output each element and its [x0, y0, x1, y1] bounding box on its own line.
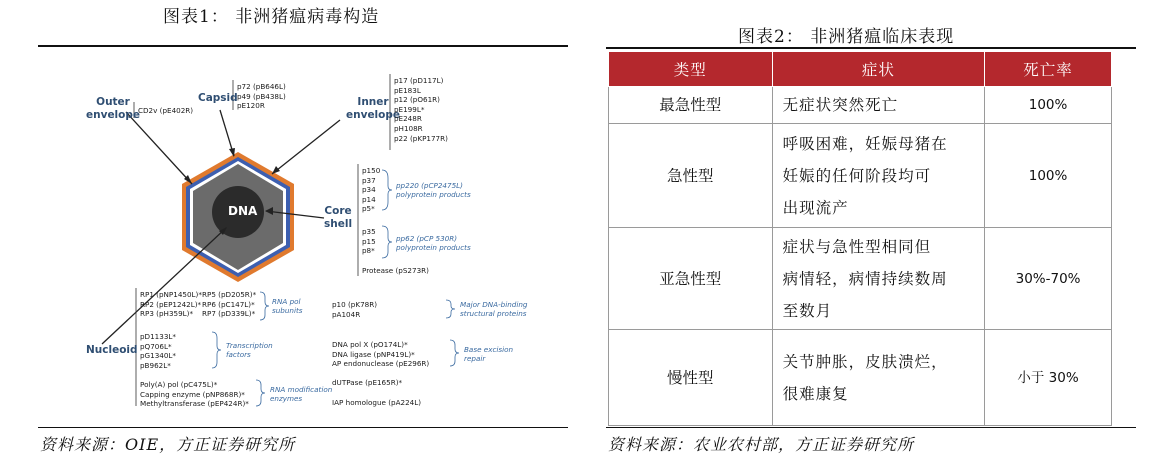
type-cell: 慢性型 — [609, 330, 773, 426]
nucleoid-rna-pol-b: RP5 (pD205R)* RP6 (pC147L)* RP7 (pD339L)* — [202, 290, 257, 319]
table-row — [609, 228, 1112, 330]
figure2-bottom-rule — [606, 427, 1136, 428]
symptom-cell — [772, 87, 985, 124]
table-header-row — [609, 52, 1112, 87]
symptom-line: 关节肿胀，皮肤溃烂， — [782, 352, 948, 371]
nucleoid-base-excision: DNA pol X (pO174L)* DNA ligase (pNP419L)* AP endonuclease (pE296R) — [332, 340, 430, 369]
header-type: 类型 — [609, 52, 773, 87]
table-row — [609, 330, 1112, 426]
outer-envelope-heading: Outer envelope — [86, 96, 141, 121]
header-mortality: 死亡率 — [985, 52, 1112, 87]
type-cell: 最急性型 — [609, 87, 773, 124]
nucleoid-rna-mod: Poly(A) pol (pC475L)* Capping enzyme (pNP868R)* Methyltransferase (pEP424R)* — [140, 380, 249, 409]
figure2-top-rule — [606, 47, 1136, 49]
figure1-bottom-rule — [38, 427, 568, 428]
symptom-line: 很难康复 — [782, 384, 849, 403]
nucleoid-dna-binding-note: Major DNA-binding structural proteins — [460, 300, 528, 318]
nucleoid-heading: Nucleoid — [86, 344, 138, 356]
nucleoid-dutpase: dUTPase (pE165R)* — [332, 378, 403, 387]
symptom-line: 症状与急性型相同但 — [782, 237, 932, 256]
asfv-structure-diagram — [40, 60, 550, 420]
symptom-line: 无症状突然死亡 — [782, 96, 899, 114]
core-shell-group1: p150 p37 p34 p14 p5* — [362, 166, 381, 214]
symptom-line: 病情轻，病情持续数周 — [782, 269, 948, 288]
outer-envelope-pointer — [126, 112, 192, 184]
nucleoid-dna-binding: p10 (pK78R) pA104R — [332, 300, 378, 319]
dna-label: DNA — [228, 204, 258, 218]
nucleoid-rna-mod-note: RNA modification enzymes — [270, 385, 333, 403]
mortality-cell: 100% — [985, 124, 1112, 228]
table-row — [609, 87, 1112, 124]
core-shell-group2-note: pp62 (pCP 530R) polyprotein products — [396, 234, 471, 252]
figure1-top-rule — [38, 45, 568, 47]
inner-envelope-proteins: p17 (pD117L) pE183L p12 (pO61R) pE199L* pE248R pH108R p22 (pKP177R) — [394, 76, 448, 143]
figure1-source: 资料来源：OIE，方正证券研究所 — [40, 435, 296, 454]
symptom-line: 呼吸困难，妊娠母猪在 — [782, 134, 948, 153]
inner-envelope-pointer — [272, 120, 340, 174]
nucleoid-transcription: pD1133L* pQ706L* pG1340L* pB962L* — [140, 332, 177, 370]
capsid-proteins: p72 (pB646L) p49 (pB438L) pE120R — [237, 82, 286, 111]
core-shell-group1-note: pp220 (pCP2475L) polyprotein products — [396, 181, 471, 199]
symptom-line: 妊娠的任何阶段均可 — [782, 166, 932, 185]
mortality-cell: 100% — [985, 87, 1112, 124]
nucleoid-rna-pol-a: RP1 (pNP1450L)* RP2 (pEP1242L)* RP3 (pH359L)* — [140, 290, 202, 319]
mortality-cell: 30%-70% — [985, 228, 1112, 330]
nucleoid-base-excision-note: Base excision repair — [464, 345, 514, 363]
type-cell: 急性型 — [609, 124, 773, 228]
core-shell-group2: p35 p15 p8* — [362, 227, 376, 256]
capsid-heading: Capsid — [198, 92, 238, 104]
symptom-line: 至数月 — [782, 301, 833, 320]
header-symptom: 症状 — [772, 52, 985, 87]
nucleoid-pointer — [102, 228, 226, 344]
mortality-cell: 小于 30% — [985, 330, 1112, 426]
figure2-source: 资料来源：农业农村部，方正证券研究所 — [608, 435, 915, 454]
core-shell-protease: Protease (pS273R) — [362, 266, 429, 275]
nucleoid-iap: IAP homologue (pA224L) — [332, 398, 422, 407]
type-cell: 亚急性型 — [609, 228, 773, 330]
clinical-table — [608, 51, 1112, 426]
symptom-line: 出现流产 — [782, 198, 849, 217]
symptom-cell — [772, 228, 985, 330]
nucleoid-rna-pol-note: RNA pol subunits — [272, 297, 303, 315]
figure2-title: 图表2： 非洲猪瘟临床表现 — [738, 27, 955, 47]
nucleoid-transcription-note: Transcription factors — [226, 341, 273, 359]
symptom-cell — [772, 124, 985, 228]
core-shell-heading: Core shell — [324, 205, 353, 230]
figure1-title: 图表1： 非洲猪瘟病毒构造 — [163, 7, 380, 27]
table-row — [609, 124, 1112, 228]
inner-envelope-heading: Inner envelope — [346, 96, 401, 121]
outer-envelope-proteins: CD2v (pE402R) — [138, 106, 194, 115]
symptom-cell — [772, 330, 985, 426]
